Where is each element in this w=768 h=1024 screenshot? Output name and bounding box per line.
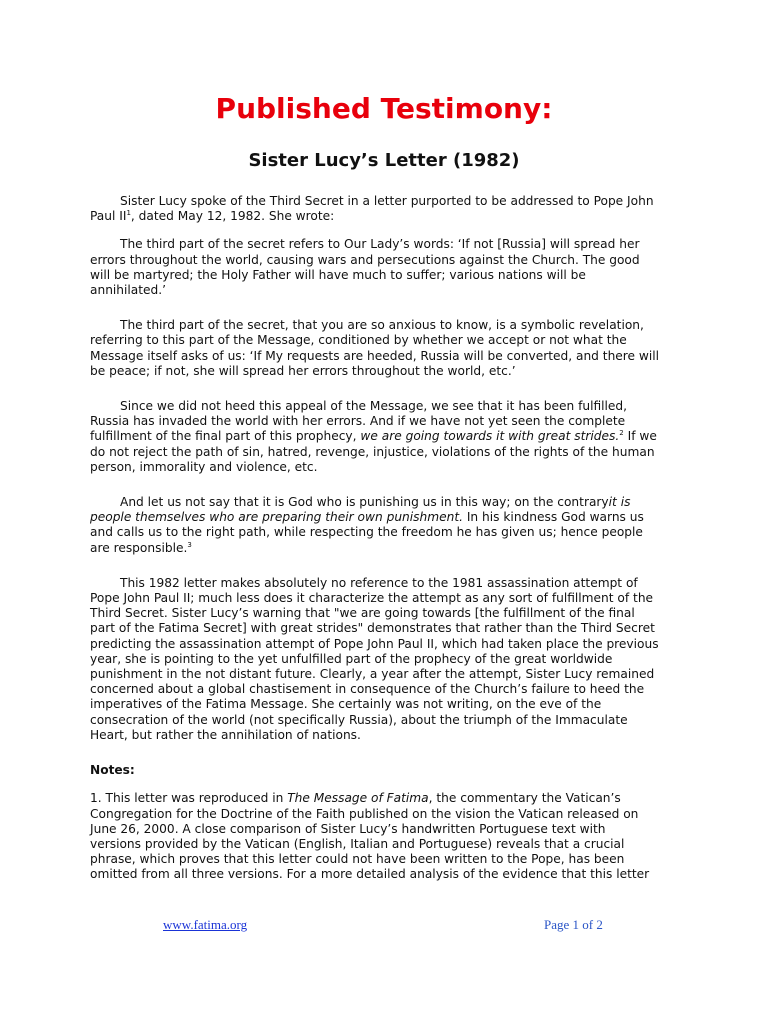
paragraph-intro xyxy=(90,194,660,224)
footnote-ref: 3 xyxy=(187,540,192,549)
article-body xyxy=(90,194,660,896)
footnote-ref: 1 xyxy=(126,209,131,218)
quote-paragraph-4 xyxy=(90,495,660,556)
text-run: And let us not say that it is God who is punishing us in this way; on the contrary xyxy=(120,495,609,510)
page-subtitle: Sister Lucy’s Letter (1982) xyxy=(248,150,520,171)
notes-heading: Notes: xyxy=(90,763,135,778)
text-run: If we do not reject the path of sin, hatred, revenge, injustice, violations of the rights of the human person, immorality and violence, etc. xyxy=(90,429,657,474)
page-title: Published Testimony: xyxy=(215,92,553,125)
text-run: , the commentary the Vatican’s Congregation for the Doctrine of the Faith published on the vision the Vatican released on June 26, 2000. A close comparison of Sister Lucy’s handwritten Portuguese text with versions provided by the Vatican (English, Italian and Portuguese) reveals that a crucial phrase, which proves that this letter could not have been written to the Pope, has been omitted from all three versions. For a more detailed analysis of the evidence that this letter xyxy=(90,791,650,882)
emphasis-text: it is people themselves who are preparing their own punishment. xyxy=(90,495,631,525)
website-link[interactable]: www.fatima.org xyxy=(163,917,248,932)
text-run: Since we did not heed this appeal of the Message, we see that it has been fulfilled, Russia has invaded the world with her errors. And if we have not yet seen the complete fulfillment of the final part of this prophecy, xyxy=(90,399,628,444)
quote-paragraph-1: The third part of the secret refers to Our Lady’s words: ‘If not [Russia] will spread her errors throughout the world, causing wars and persecutions against the Church. The good will be martyred; the Holy Father will have much to suffer; various nations will be annihilated.’ xyxy=(90,237,640,298)
page-number: Page 1 of 2 xyxy=(544,917,603,932)
footnote-ref: 2 xyxy=(619,429,624,438)
quote-paragraph-2: The third part of the secret, that you are so anxious to know, is a symbolic revelation, referring to this part of the Message, conditioned by whether we accept or not what the Message itself asks of us: ‘If My requests are heeded, Russia will be converted, and there will be peace; if not, she will spread her errors throughout the world, etc.’ xyxy=(90,318,660,378)
note-1 xyxy=(90,791,660,882)
commentary-paragraph: This 1982 letter makes absolutely no reference to the 1981 assassination attempt of Pope John Paul II; much less does it characterize the attempt as any sort of fulfillment of the Third Secret. Sister Lucy’s warning that "we are going towards [the fulfillment of the final part of the Fatima Secret] with great strides" demonstrates that rather than the Third Secret predicting the assassination attempt of Pope John Paul II, which had taken place the previous year, she is pointing to the yet unfulfilled part of the prophecy of the great worldwide punishment in the not distant future. Clearly, a year after the attempt, Sister Lucy remained concerned about a global chastisement in consequence of the Church’s failure to heed the imperatives of the Fatima Message. She certainly was not writing, on the eve of the consecration of the world (not specifically Russia), about the triumph of the Immaculate Heart, but rather the annihilation of nations. xyxy=(90,575,659,742)
emphasis-text: we are going towards it with great strides. xyxy=(360,429,620,444)
text-run: Sister Lucy spoke of the Third Secret in a letter purported to be addressed to Pope John Paul II xyxy=(90,194,654,224)
emphasis-text: The Message of Fatima xyxy=(287,791,429,806)
text-run: 1. This letter was reproduced in xyxy=(90,791,288,806)
text-run: , dated May 12, 1982. She wrote: xyxy=(130,209,335,224)
text-run: In his kindness God warns us and calls us to the right path, while respecting the freedom he has given us; hence people are responsible. xyxy=(90,510,644,555)
quote-paragraph-3 xyxy=(90,399,660,475)
